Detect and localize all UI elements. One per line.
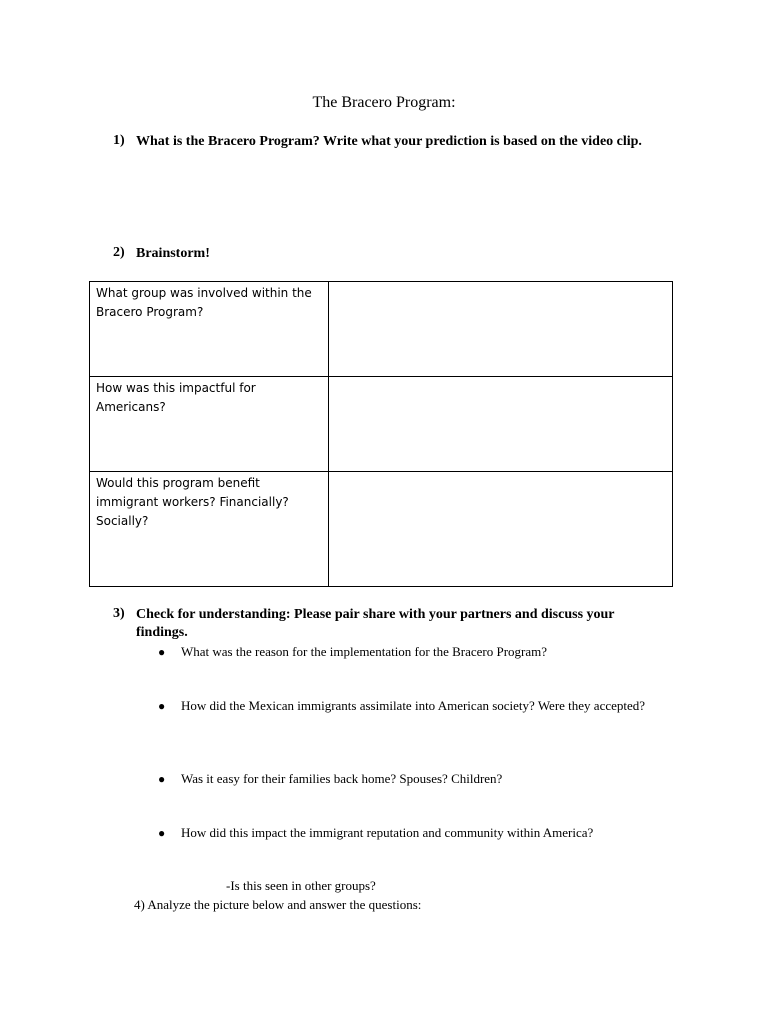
bullet-icon: ● [158,826,166,840]
table-prompt-cell: What group was involved within the Bracero Program? [90,282,329,377]
bullet-icon: ● [158,645,166,659]
table-prompt-cell: How was this impactful for Americans? [90,377,329,472]
page-title: The Bracero Program: [312,94,456,111]
question-4-text: 4) Analyze the picture below and answer the questions: [134,897,422,912]
table-row [90,472,673,587]
question-1-text: What is the Bracero Program? Write what your prediction is based on the video clip. [136,134,642,149]
question-3-number: 3) [113,606,125,621]
bullet-icon: ● [158,772,166,786]
question-2-text: Brainstorm! [136,246,210,261]
bullet-text: How did this impact the immigrant reputation and community within America? [181,825,594,840]
sub-question: -Is this seen in other groups? [226,878,376,893]
list-item [158,824,678,842]
table-answer-cell[interactable] [329,472,673,587]
bullet-text: What was the reason for the implementation for the Bracero Program? [181,644,548,659]
table-row [90,282,673,377]
list-item [158,697,678,715]
brainstorm-table [89,281,673,587]
question-3-text: Check for understanding: Please pair share with your partners and discuss your findings. [136,607,615,640]
bullet-text: How did the Mexican immigrants assimilate into American society? Were they accepted? [181,698,646,713]
table-row [90,377,673,472]
table-prompt-cell: Would this program benefit immigrant workers? Financially? Socially? [90,472,329,587]
question-1-number: 1) [113,133,125,148]
list-item [158,770,678,788]
question-2-number: 2) [113,245,125,260]
bullet-text: Was it easy for their families back home? Spouses? Children? [181,771,503,786]
table-answer-cell[interactable] [329,282,673,377]
table-answer-cell[interactable] [329,377,673,472]
list-item [158,643,678,661]
bullet-icon: ● [158,699,166,713]
